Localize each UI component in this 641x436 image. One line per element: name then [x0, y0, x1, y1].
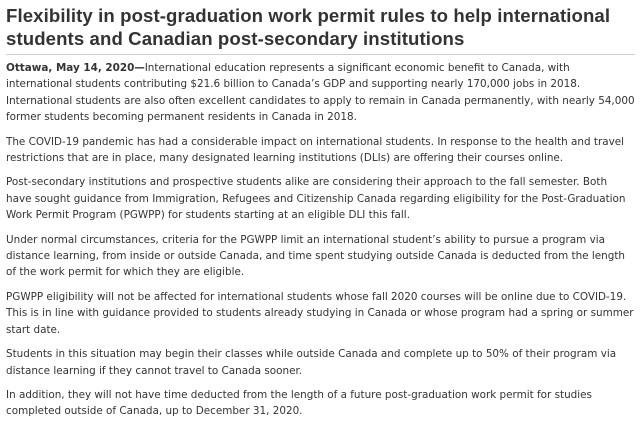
article-paragraph-2: The COVID-19 pandemic has had a considerable impact on international students. In response to the health and travel restrictions that are in place, many designated learning institutions (DLIs) are offering their courses online.: [6, 135, 625, 165]
dateline-separator: —: [134, 62, 145, 74]
article-paragraph-4: Under normal circumstances, criteria for the PGWPP limit an international student’s ability to pursue a program via distance learning, from inside or outside Canada, and time spent studying outside Canada is deducted from the length of the work permit for which they are eligible.: [6, 233, 625, 279]
title-divider: [6, 54, 635, 55]
article-paragraph-7: In addition, they will not have time deducted from the length of a future post-graduation work permit for studies completed outside of Canada, up to December 31, 2020.: [6, 388, 592, 418]
article-dateline: Ottawa, May 14, 2020: [6, 62, 135, 74]
article-title: Flexibility in post-graduation work permit rules to help international students and Canadian post-secondary institutions: [6, 5, 611, 49]
paragraph-text: International education represents a significant economic benefit to Canada, with international students contributing $21.6 billion to Canada’s GDP and supporting nearly 170,000 jobs in 2018. International students are also often excellent candidates to apply to remain in Canada permanently, with nearly 54,000 former students becoming permanent residents in Canada in 2018.: [6, 62, 635, 124]
article-paragraph-5: PGWPP eligibility will not be affected for international students whose fall 2020 courses will be online due to COVID-19. This is in line with guidance provided to students already studying in Canada or whose program had a spring or summer start date.: [6, 290, 634, 336]
article-paragraph-6: Students in this situation may begin their classes while outside Canada and complete up to 50% of their program via distance learning if they cannot travel to Canada sooner.: [6, 348, 617, 377]
article-paragraph-1: [6, 60, 635, 126]
article-paragraph-3: Post-secondary institutions and prospective students alike are considering their approach to the fall semester. Both have sought guidance from Immigration, Refugees and Citizenship Canada regarding eligibility for the Post-Graduation Work Permit Program (PGWPP) for students starting at an eligible DLI this fall.: [6, 176, 626, 222]
